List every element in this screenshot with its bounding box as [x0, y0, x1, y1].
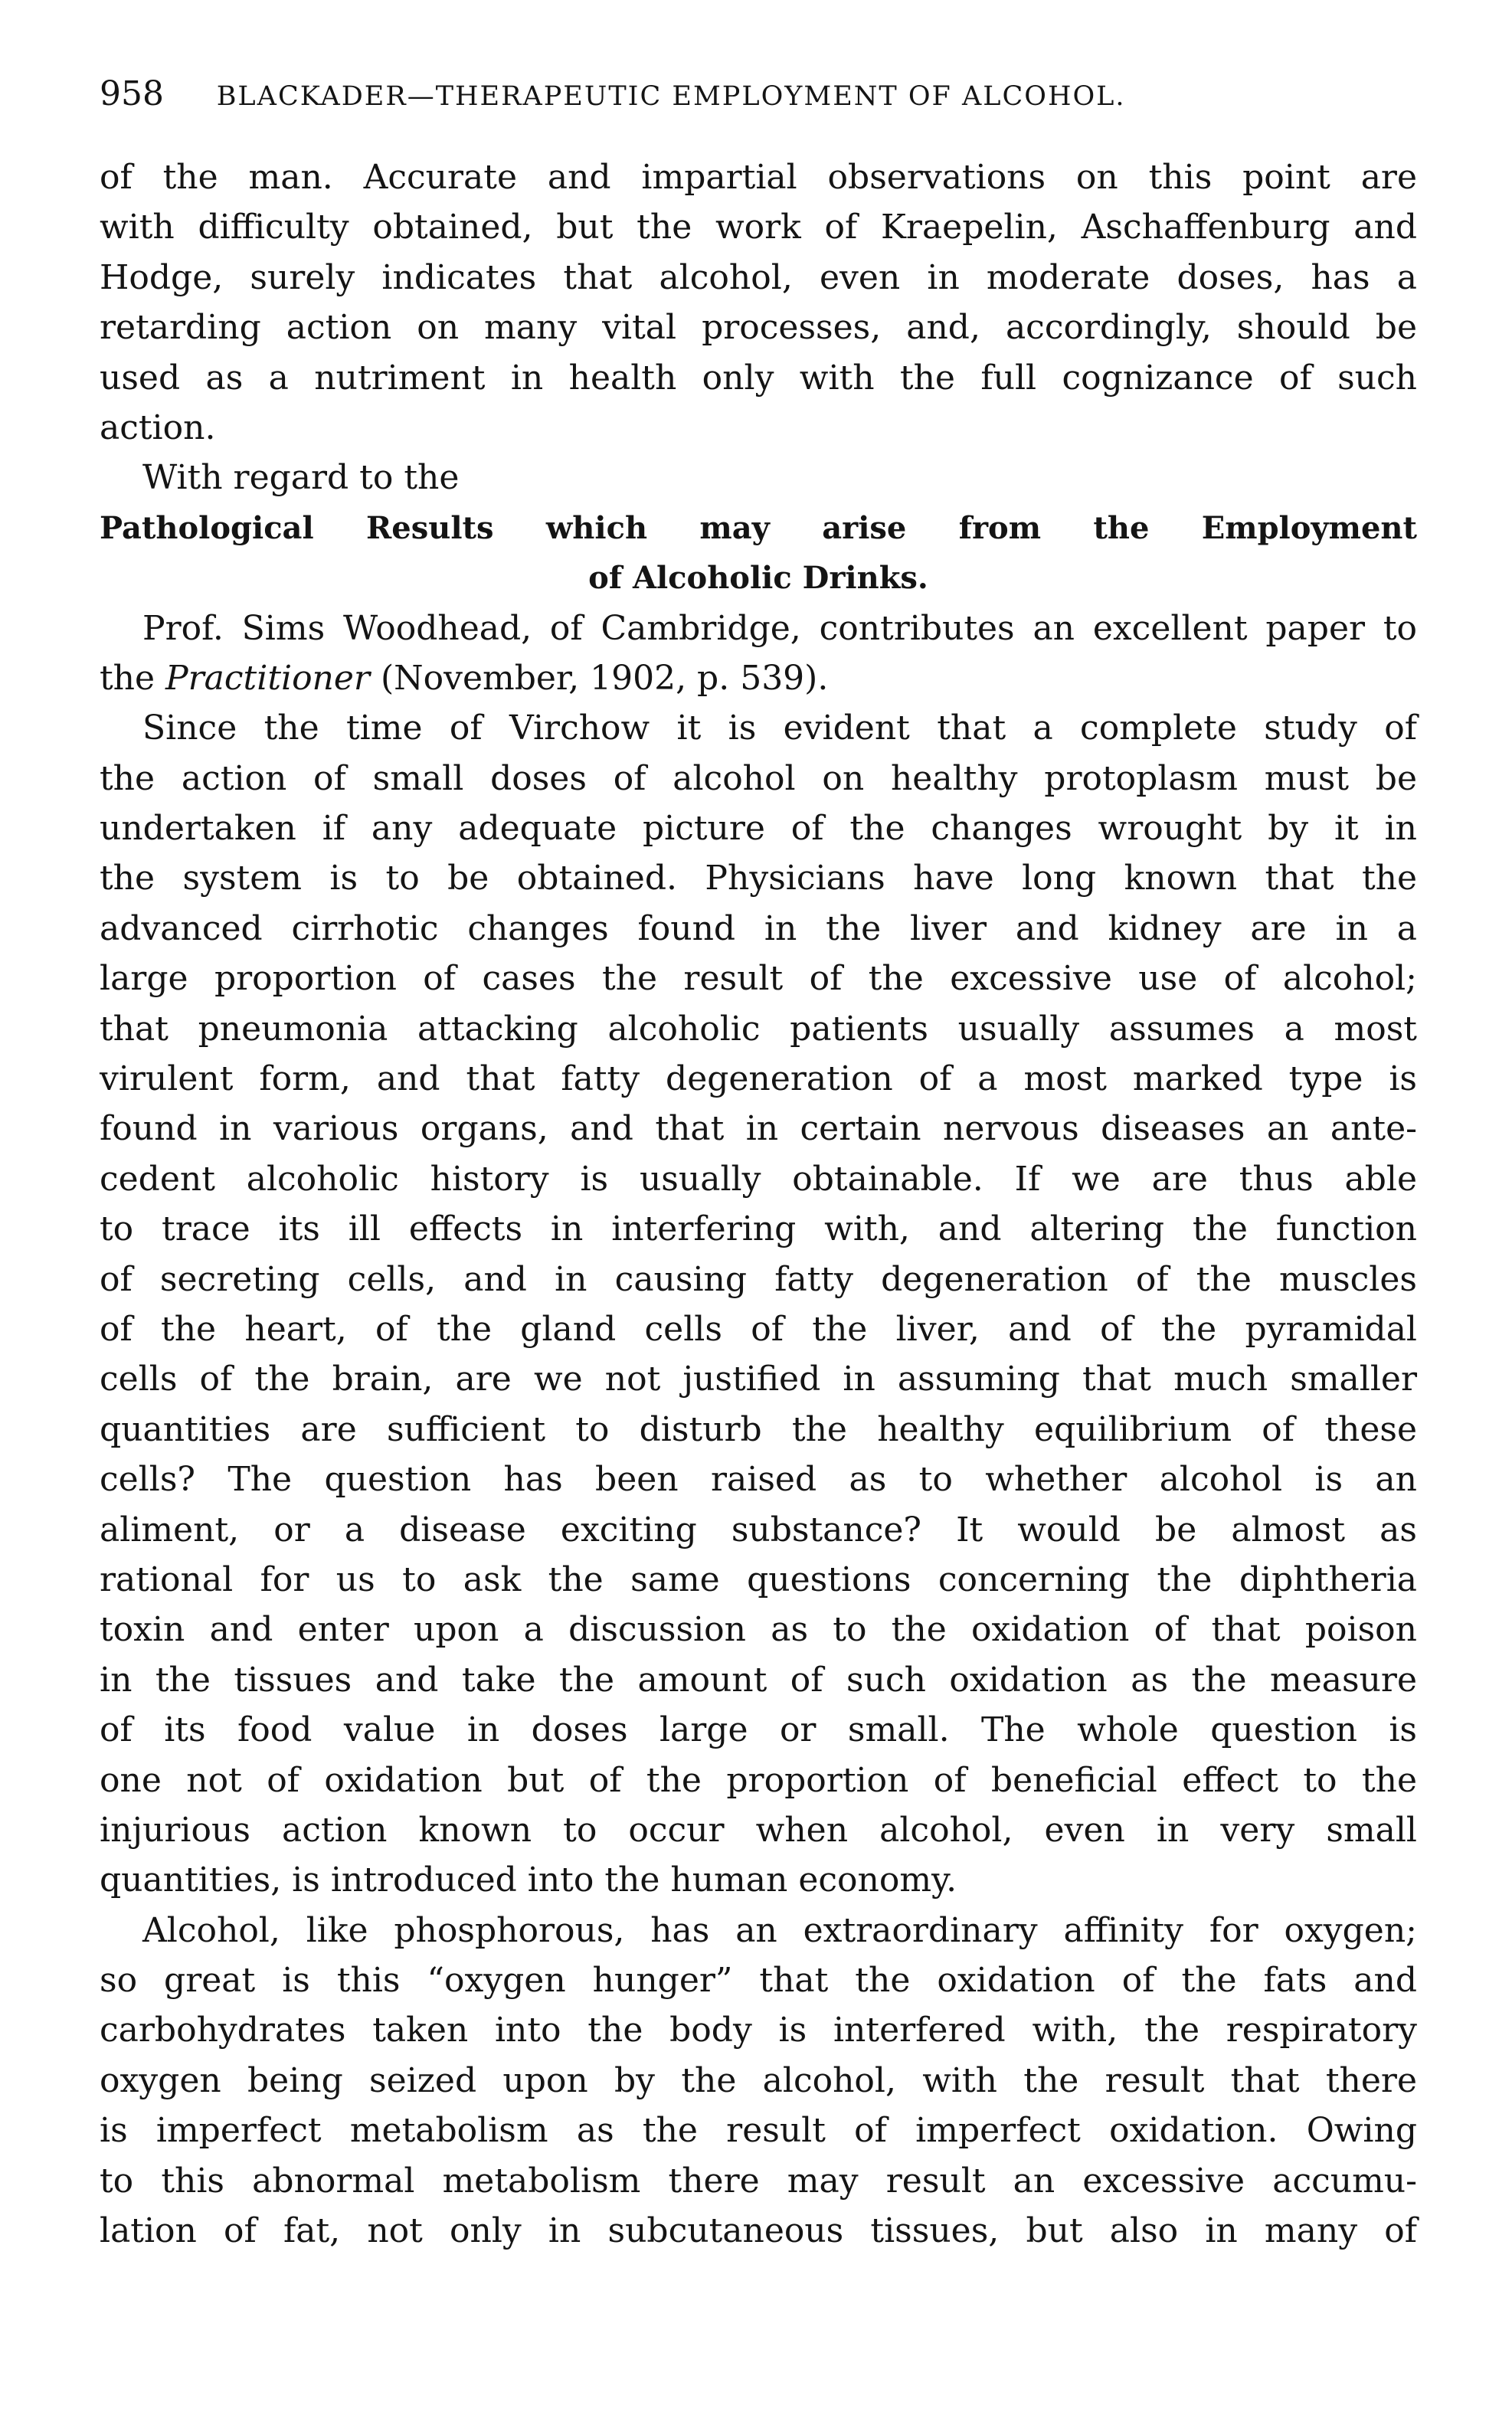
- text-line: aliment, or a disease exciting substance? It would be almost as: [100, 1510, 1417, 1549]
- running-head: [100, 73, 1417, 116]
- text-line: that pneumonia attacking alcoholic patients usually assumes a most: [100, 1009, 1417, 1049]
- text-line: used as a nutriment in health only with the full cognizance of such: [100, 358, 1417, 398]
- text-line: found in various organs, and that in certain nervous diseases an ante-: [100, 1109, 1417, 1149]
- text-line: one not of oxidation but of the proportion of beneficial effect to the: [100, 1760, 1417, 1800]
- text-line: the system is to be obtained. Physicians have long known that the: [100, 859, 1417, 898]
- text-line: cells? The question has been raised as to whether alcohol is an: [100, 1460, 1417, 1500]
- text-line: injurious action known to occur when alcohol, even in very small: [100, 1810, 1417, 1850]
- text-line: of secreting cells, and in causing fatty degeneration of the muscles: [100, 1259, 1417, 1299]
- text-line: advanced cirrhotic changes found in the liver and kidney are in a: [100, 908, 1417, 948]
- section-heading: Pathological Results which may arise from the Employment: [100, 509, 1417, 546]
- text-line: Hodge, surely indicates that alcohol, even in moderate doses, has a: [100, 257, 1417, 297]
- text-run: the: [100, 658, 166, 698]
- page: [100, 73, 1417, 2256]
- text-run: (November, 1902, p. 539).: [369, 658, 829, 698]
- text-line: in the tissues and take the amount of such oxidation as the measure: [100, 1660, 1417, 1700]
- page-number: 958: [100, 74, 164, 113]
- text-line: With regard to the: [142, 458, 460, 498]
- text-line: virulent form, and that fatty degeneration of a most marked type is: [100, 1059, 1417, 1099]
- text-line: retarding action on many vital processes, and, accordingly, should be: [100, 308, 1417, 348]
- text-line: quantities, is introduced into the human economy.: [100, 1860, 957, 1900]
- text-line: [100, 653, 1417, 703]
- text-line: to this abnormal metabolism there may result an excessive accumu-: [100, 2161, 1417, 2201]
- body-text: [100, 152, 1417, 2256]
- running-title: BLACKADER—THERAPEUTIC EMPLOYMENT OF ALCOHOL.: [216, 81, 1126, 112]
- section-heading-continued: of Alcoholic Drinks.: [588, 560, 928, 597]
- text-line: large proportion of cases the result of the excessive use of alcohol;: [100, 959, 1417, 999]
- text-line: cedent alcoholic history is usually obtainable. If we are thus able: [100, 1159, 1417, 1199]
- text-line: so great is this “oxygen hunger” that the oxidation of the fats and: [100, 1961, 1417, 2001]
- text-line: Since the time of Virchow it is evident that a complete study of: [142, 708, 1417, 748]
- text-line: cells of the brain, are we not justified in assuming that much smaller: [100, 1360, 1417, 1399]
- text-line: of the man. Accurate and impartial observations on this point are: [100, 158, 1417, 197]
- text-line: is imperfect metabolism as the result of imperfect oxidation. Owing: [100, 2111, 1417, 2151]
- text-line: rational for us to ask the same questions concerning the diphtheria: [100, 1559, 1417, 1599]
- text-line: undertaken if any adequate picture of the changes wrought by it in: [100, 809, 1417, 849]
- text-line: to trace its ill effects in interfering with, and altering the function: [100, 1209, 1417, 1249]
- text-line: quantities are sufficient to disturb the healthy equilibrium of these: [100, 1409, 1417, 1449]
- text-line: Alcohol, like phosphorous, has an extraordinary affinity for oxygen;: [142, 1910, 1417, 1950]
- text-line: of its food value in doses large or small. The whole question is: [100, 1710, 1417, 1750]
- journal-title: Practitioner: [165, 658, 370, 698]
- text-line: with difficulty obtained, but the work of Kraepelin, Aschaffenburg and: [100, 208, 1417, 247]
- text-line: oxygen being seized upon by the alcohol, with the result that there: [100, 2060, 1417, 2100]
- text-line: toxin and enter upon a discussion as to the oxidation of that poison: [100, 1610, 1417, 1650]
- text-line: the action of small doses of alcohol on healthy protoplasm must be: [100, 758, 1417, 798]
- text-line: carbohydrates taken into the body is interfered with, the respiratory: [100, 2011, 1417, 2050]
- text-line: lation of fat, not only in subcutaneous tissues, but also in many of: [100, 2211, 1417, 2251]
- text-line: Prof. Sims Woodhead, of Cambridge, contributes an excellent paper to: [142, 608, 1417, 648]
- text-line: action.: [100, 407, 216, 447]
- text-line: of the heart, of the gland cells of the liver, and of the pyramidal: [100, 1309, 1417, 1349]
